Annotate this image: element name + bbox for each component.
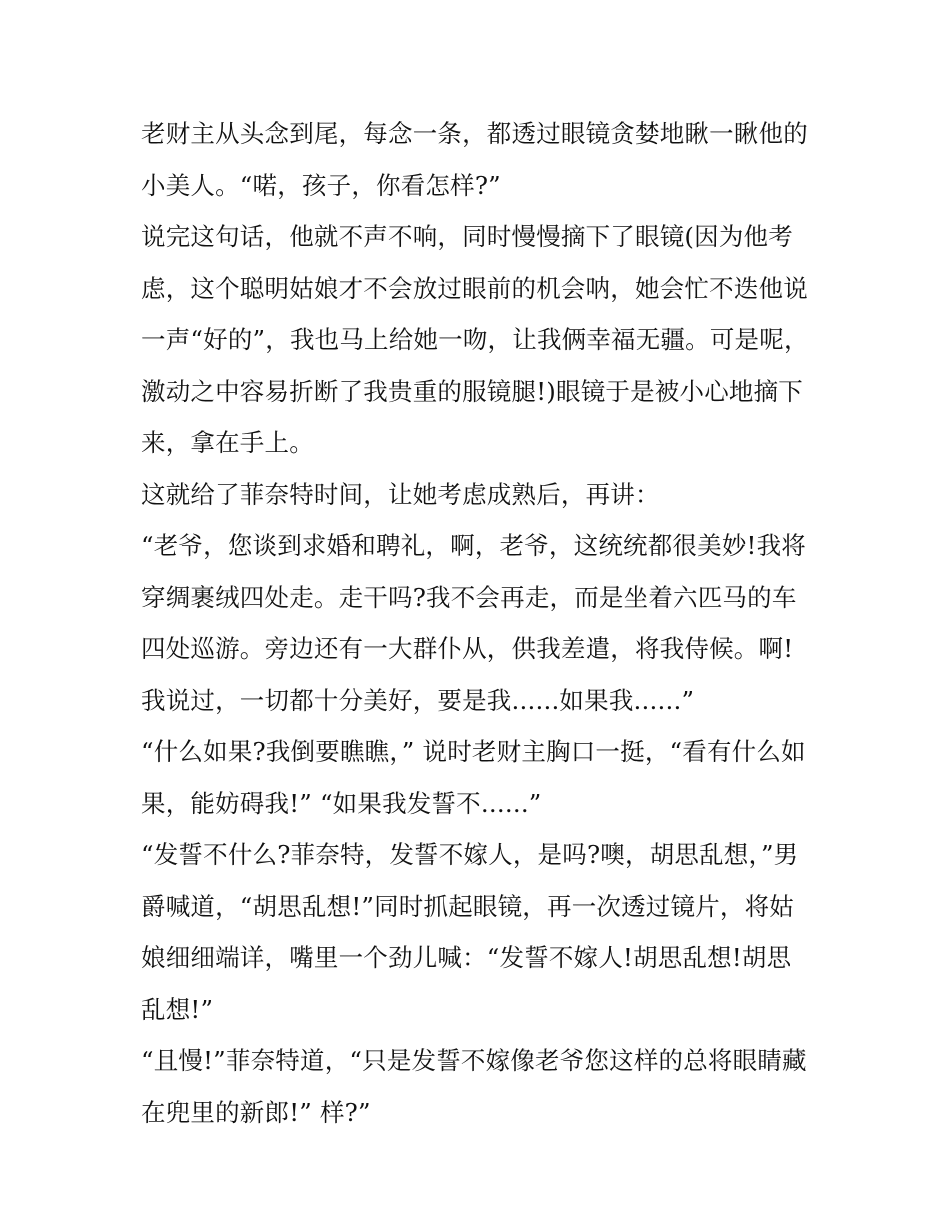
text-line: 老财主从头念到尾，每念一条，都透过眼镜贪婪地瞅一瞅他的 bbox=[141, 119, 808, 148]
text-line: 虑，这个聪明姑娘才不会放过眼前的机会呐，她会忙不迭他说 bbox=[141, 273, 808, 303]
text-line: 乱想!” bbox=[141, 994, 214, 1024]
text-line: 来，拿在手上。 bbox=[141, 428, 314, 457]
text-line: 四处巡游。旁边还有一大群仆从，供我差遣，将我侍候。啊! bbox=[141, 634, 794, 663]
text-line: 这就给了菲奈特时间，让她考虑成熟后，再讲： bbox=[141, 479, 660, 509]
text-line: 娘细细端详，嘴里一个劲儿喊：“发誓不嫁人!胡思乱想!胡思 bbox=[141, 943, 792, 972]
text-line: 说完这句话，他就不声不响，同时慢慢摘下了眼镜(因为他考 bbox=[141, 222, 793, 251]
text-line: 一声“好的”，我也马上给她一吻，让我俩幸福无疆。可是呢， bbox=[141, 325, 809, 354]
text-line: 激动之中容易折断了我贵重的服镜腿!)眼镜于是被小心地摘下 bbox=[141, 376, 804, 406]
text-line: “发誓不什么?菲奈特，发誓不嫁人，是吗?噢，胡思乱想，”男 bbox=[141, 840, 799, 869]
text-line: 爵喊道，“胡思乱想!”同时抓起眼镜，再一次透过镜片，将姑 bbox=[141, 891, 794, 921]
text-body bbox=[141, 108, 831, 1138]
text-line: “老爷，您谈到求婚和聘礼，啊，老爷，这统统都很美妙!我将 bbox=[141, 531, 806, 560]
text-line: 果，能妨碍我!” “如果我发誓不......” bbox=[141, 788, 542, 818]
text-line: 小美人。“喏，孩子，你看怎样?” bbox=[141, 170, 501, 200]
text-line: “且慢!”菲奈特道，“只是发誓不嫁像老爷您这样的总将眼睛藏 bbox=[141, 1046, 807, 1075]
text-line: 在兜里的新郎!” 样?” bbox=[141, 1097, 371, 1127]
text-line: 我说过，一切都十分美好，要是我......如果我......” bbox=[141, 685, 695, 715]
text-line: “什么如果?我倒要瞧瞧，” 说时老财主胸口一挺，“看有什么如 bbox=[141, 737, 806, 766]
text-line: 穿绸裹绒四处走。走干吗?我不会再走，而是坐着六匹马的车 bbox=[141, 582, 797, 612]
